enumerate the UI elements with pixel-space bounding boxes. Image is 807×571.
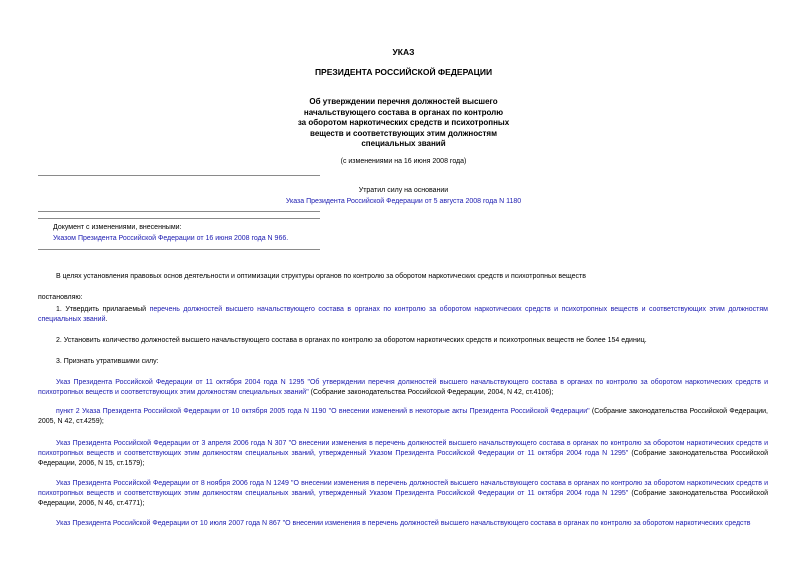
repealed-item — [38, 519, 768, 529]
repealed-link[interactable]: Указ Президента Российской Федерации от 8 ноября 2006 года N 1249 "О внесении изменения в перечень должностей высшего начальствующего состава в органах по контролю за оборотом наркотических средств и психотропных веществ и соответствующих этим должностям специальных званий, утвержденный Указом Президента Российской Федерации от 11 октября 2004 года N 1295" — [38, 480, 768, 497]
divider — [38, 175, 320, 176]
document-title-line: начальствующего состава в органах по контролю — [303, 107, 504, 117]
repealed-source: (Собрание законодательства Российской Федерации, 2004, N 42, ст.4106); — [308, 389, 554, 396]
amendment-note: (с изменениями на 16 июня 2008 года) — [340, 158, 467, 165]
document-title-line: Об утверждении перечня должностей высшего — [309, 97, 498, 106]
repealed-source: (Собрание законодательства Российской Федерации, 2006, N 15, ст.1579); — [38, 450, 768, 467]
repealed-item — [38, 439, 768, 469]
item-3: 3. Признать утратившими силу: — [56, 358, 159, 365]
lost-force-label: Утратил силу на основании — [358, 187, 449, 194]
decree-word: постановляю: — [38, 294, 83, 301]
repealed-source: (Собрание законодательства Российской Федерации, 2005, N 42, ст.4259); — [38, 408, 768, 425]
repealed-link[interactable]: Указ Президента Российской Федерации от 3 апреля 2006 года N 307 "О внесении изменения в перечень должностей высшего начальствующего состава в органах по контролю за оборотом наркотических средств и психотропных веществ и соответствующих этим должностям специальных званий, утвержденный Указом Президента Российской Федерации от 11 октября 2004 года N 1295" — [38, 440, 768, 457]
item-1 — [38, 305, 768, 325]
basis-decree-link[interactable]: Указа Президента Российской Федерации от 5 августа 2008 года N 1180 — [285, 198, 522, 205]
preamble: В целях установления правовых основ деятельности и оптимизации структуры органов по контролю за оборотом наркотических средств и психотропных веществ — [56, 273, 586, 280]
repealed-source: (Собрание законодательства Российской Федерации, 2006, N 46, ст.4771); — [38, 490, 768, 507]
divider — [38, 218, 320, 219]
repealed-item — [38, 378, 768, 398]
repealed-link[interactable]: Указ Президента Российской Федерации от 10 июля 2007 года N 867 "О внесении изменения в перечень должностей высшего начальствующего состава в органах по контролю за оборотом наркотических средств — [56, 520, 751, 527]
repealed-link[interactable]: Указ Президента Российской Федерации от 11 октября 2004 года N 1295 "Об утверждении перечня должностей высшего начальствующего состава в органах по контролю за оборотом наркотических средств и психотропных веществ и соответствующих этим должностям специальных званий" — [38, 379, 768, 396]
document-title-line: специальных званий — [361, 139, 446, 148]
item-1-suffix: . — [105, 316, 108, 323]
divider — [38, 211, 320, 212]
item-2: 2. Установить количество должностей высшего начальствующего состава в органах по контролю за оборотом наркотических средств и психотропных веществ не более 154 единиц. — [56, 337, 647, 344]
repealed-item — [38, 479, 768, 509]
repealed-item — [38, 407, 768, 427]
document-title — [0, 97, 807, 150]
document-issuer-subtitle: ПРЕЗИДЕНТА РОССИЙСКОЙ ФЕДЕРАЦИИ — [314, 67, 493, 77]
item-1-text: 1. Утвердить прилагаемый — [56, 306, 147, 313]
document-title-line: веществ и соответствующих этим должностям — [310, 128, 497, 138]
changes-decree-link[interactable]: Указом Президента Российской Федерации от 16 июня 2008 года N 966. — [53, 235, 289, 242]
changes-label: Документ с изменениями, внесенными: — [53, 224, 182, 231]
document-type-title: УКАЗ — [392, 47, 415, 57]
repealed-link[interactable]: пункт 2 Указа Президента Российской Федерации от 10 октября 2005 года N 1190 "О внесении изменений в некоторые акты Президента Российской Федерации" — [56, 408, 590, 415]
item-1-list-link[interactable]: перечень должностей высшего начальствующего состава в органах по контролю за оборотом наркотических средств и психотропных веществ и соответствующих этим должностям специальных званий — [38, 306, 768, 323]
divider — [38, 249, 320, 250]
document-title-line: за оборотом наркотических средств и психотропных — [297, 118, 510, 127]
